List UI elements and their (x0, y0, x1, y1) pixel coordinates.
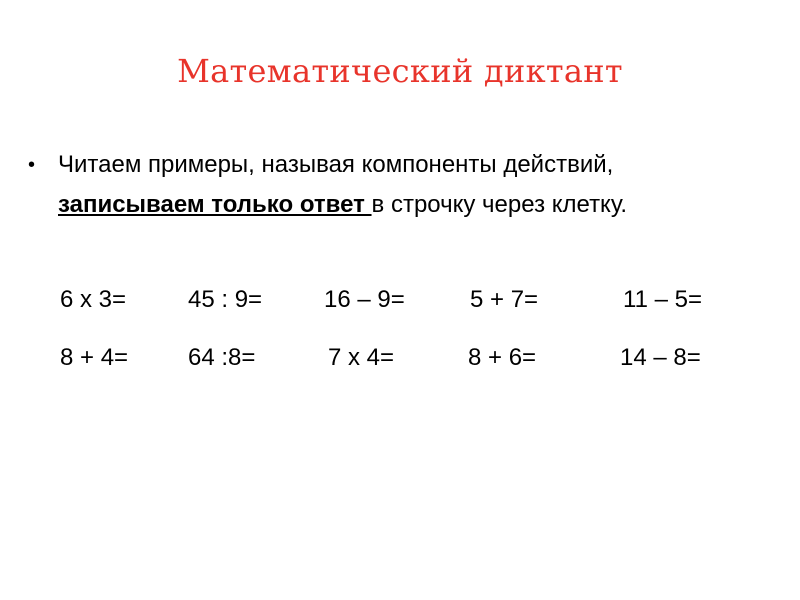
example-item: 8 + 4= (60, 344, 129, 371)
instruction-part2: в строчку через клетку. (371, 191, 628, 218)
example-item: 11 – 5= (623, 286, 702, 313)
bullet-text (58, 145, 758, 225)
example-item: 16 – 9= (324, 286, 405, 313)
bullet-item (28, 145, 758, 225)
example-item: 45 : 9= (188, 286, 263, 313)
instruction-part1: Читаем примеры, называя компоненты действий, (58, 151, 614, 178)
example-item: 6 х 3= (60, 286, 127, 313)
examples-row-1 (58, 280, 758, 320)
example-item: 64 :8= (188, 344, 256, 371)
slide-title: Математический диктант (177, 52, 623, 90)
example-item: 7 х 4= (328, 344, 395, 371)
instruction-block (28, 145, 758, 225)
example-item: 5 + 7= (470, 286, 539, 313)
examples-row-2 (58, 338, 758, 378)
example-item: 14 – 8= (620, 344, 701, 371)
instruction-emphasis: записываем только ответ (58, 191, 372, 218)
bullet-icon: • (28, 154, 36, 176)
example-item: 8 + 6= (468, 344, 537, 371)
